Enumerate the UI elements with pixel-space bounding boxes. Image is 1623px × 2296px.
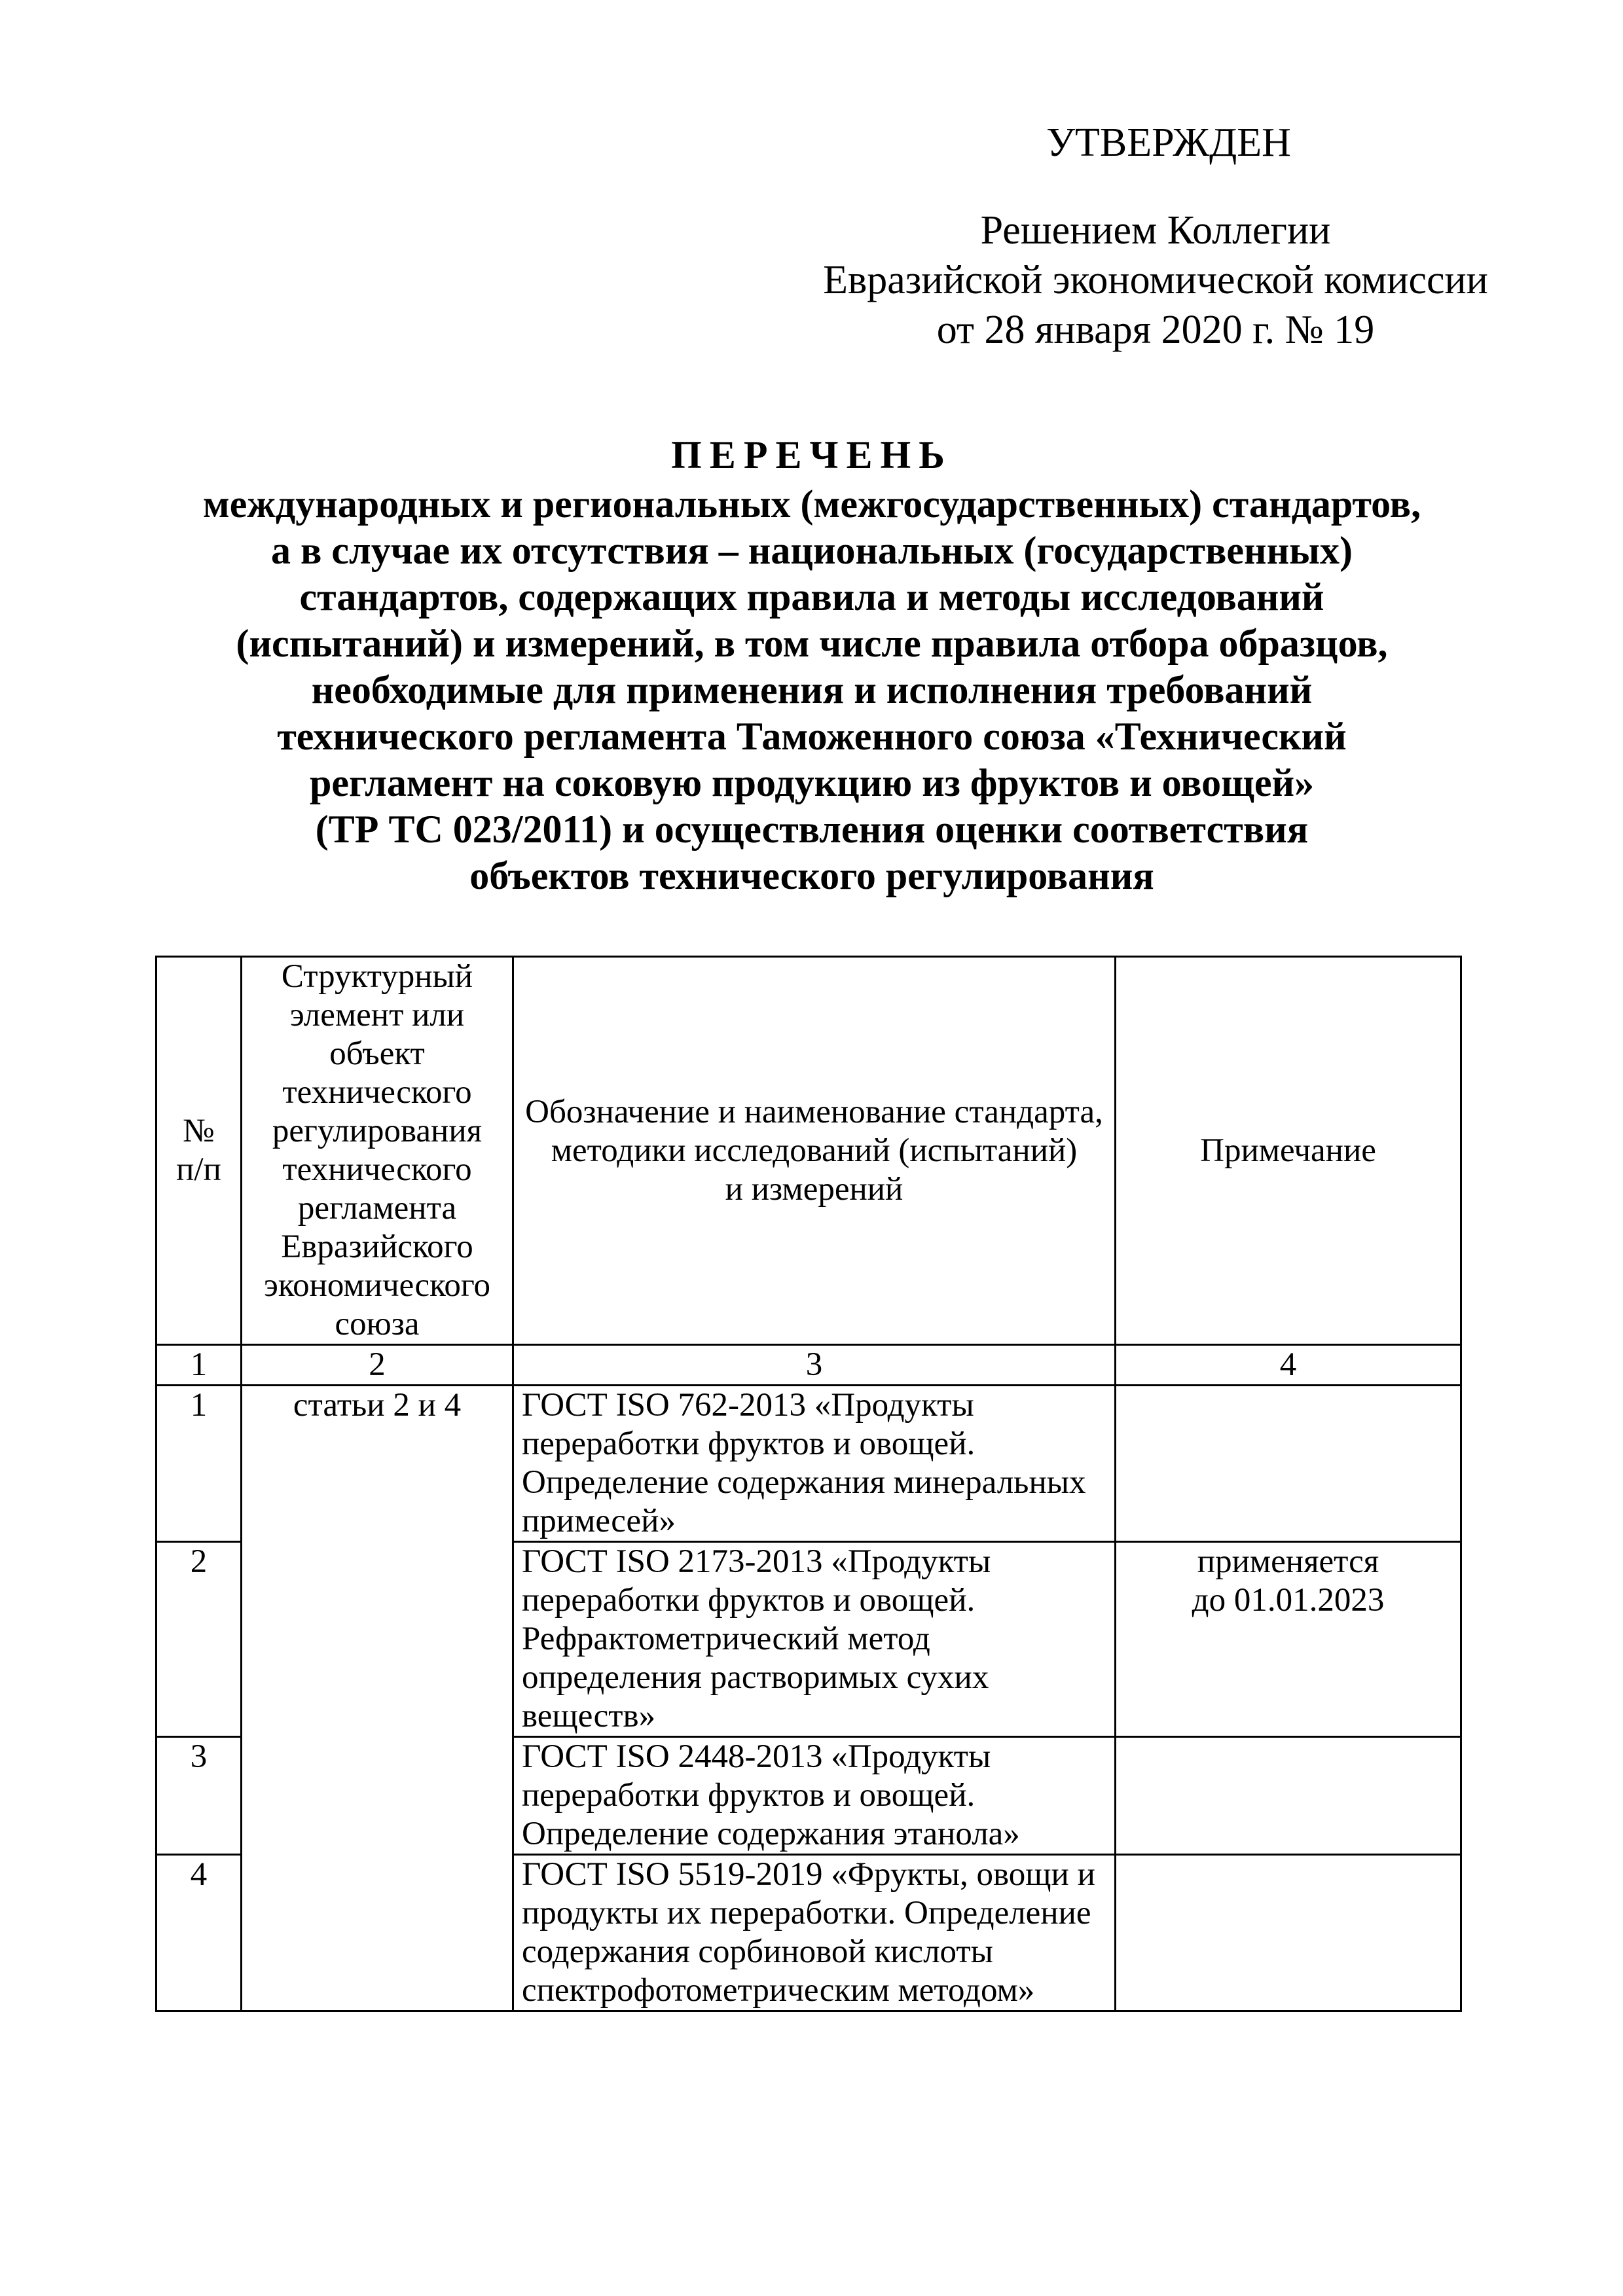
heading-line: стандартов, содержащих правила и методы исследований — [299, 575, 1324, 619]
header-standard-line: Обозначение и наименование стандарта, — [525, 1093, 1103, 1130]
row-number: 1 — [156, 1386, 242, 1542]
approval-title: УТВЕРЖДЕН — [1046, 120, 1291, 165]
standard-line: переработки фруктов и овощей. — [522, 1777, 976, 1814]
column-number: 2 — [242, 1345, 513, 1386]
approval-line: Евразийской экономической комиссии — [823, 258, 1488, 302]
row-number: 3 — [156, 1737, 242, 1855]
row-standard — [513, 1542, 1116, 1737]
row-note — [1116, 1855, 1461, 2011]
row-standard — [513, 1386, 1116, 1542]
standard-line: продукты их переработки. Определение — [522, 1895, 1091, 1931]
header-element-line: союза — [335, 1306, 420, 1342]
header-element-line: Структурный — [281, 958, 473, 995]
header-element-line: регламента — [297, 1190, 457, 1227]
header-element — [242, 957, 513, 1345]
note-line: применяется — [1197, 1543, 1379, 1580]
table-row — [156, 1386, 1461, 1542]
standard-line: Определение содержания минеральных — [522, 1464, 1086, 1501]
table-header-row — [156, 957, 1461, 1345]
heading-line: необходимые для применения и исполнения требований — [311, 668, 1313, 711]
approval-block — [779, 118, 1532, 355]
header-element-line: объект — [329, 1035, 425, 1072]
header-element-line: элемент или — [289, 997, 465, 1033]
standard-line: ГОСТ ISO 5519-2019 «Фрукты, овощи и — [522, 1856, 1095, 1893]
heading-line: объектов технического регулирования — [469, 854, 1154, 897]
column-number: 1 — [156, 1345, 242, 1386]
standard-line: переработки фруктов и овощей. — [522, 1426, 976, 1462]
column-number: 4 — [1116, 1345, 1461, 1386]
header-element-line: технического — [282, 1151, 472, 1188]
heading-line: а в случае их отсутствия – национальных (государственных) — [271, 529, 1353, 572]
standard-line: ГОСТ ISO 762-2013 «Продукты — [522, 1387, 974, 1424]
column-number-row — [156, 1345, 1461, 1386]
approval-line: Решением Коллегии — [980, 208, 1331, 253]
header-num — [156, 957, 242, 1345]
row-note — [1116, 1542, 1461, 1737]
standards-table — [155, 956, 1462, 2012]
standard-line: ГОСТ ISO 2173-2013 «Продукты — [522, 1543, 991, 1580]
heading-line: регламент на соковую продукцию из фруктов и овощей» — [309, 761, 1315, 804]
header-standard-line: методики исследований (испытаний) — [551, 1132, 1078, 1169]
row-element: статьи 2 и 4 — [242, 1386, 513, 2011]
row-note — [1116, 1737, 1461, 1855]
header-standard-line: и измерений — [725, 1170, 903, 1208]
heading-line: (ТР ТС 023/2011) и осуществления оценки соответствия — [315, 808, 1309, 851]
header-element-line: технического — [282, 1074, 472, 1111]
standard-line: определения растворимых сухих — [522, 1659, 989, 1696]
row-number: 2 — [156, 1542, 242, 1737]
standard-line: содержания сорбиновой кислоты — [522, 1933, 993, 1970]
header-element-line: экономического — [264, 1267, 490, 1304]
standard-line: примесей» — [522, 1503, 676, 1539]
column-number: 3 — [513, 1345, 1116, 1386]
heading-line: технического регламента Таможенного союза «Технический — [277, 715, 1347, 758]
row-standard — [513, 1855, 1116, 2011]
header-note: Примечание — [1116, 957, 1461, 1345]
standard-line: спектрофотометрическим методом» — [522, 1972, 1035, 2009]
document-title: ПЕРЕЧЕНЬ — [671, 433, 953, 476]
note-line: до 01.01.2023 — [1192, 1582, 1385, 1619]
row-standard — [513, 1737, 1116, 1855]
standard-line: переработки фруктов и овощей. — [522, 1582, 976, 1619]
header-element-line: регулирования — [272, 1113, 483, 1149]
standard-line: веществ» — [522, 1698, 656, 1734]
header-standard — [513, 957, 1116, 1345]
heading-line: (испытаний) и измерений, в том числе правила отбора образцов, — [236, 622, 1388, 665]
standard-line: Рефрактометрический метод — [522, 1621, 930, 1657]
row-note — [1116, 1386, 1461, 1542]
standard-line: ГОСТ ISO 2448-2013 «Продукты — [522, 1738, 991, 1775]
approval-line: от 28 января 2020 г. № 19 — [936, 308, 1375, 352]
header-num-line: № — [183, 1113, 215, 1149]
header-element-line: Евразийского — [281, 1229, 473, 1265]
heading-line: международных и региональных (межгосударственных) стандартов, — [202, 482, 1421, 526]
document-heading — [131, 432, 1493, 899]
header-num-line: п/п — [176, 1151, 221, 1188]
standard-line: Определение содержания этанола» — [522, 1816, 1020, 1852]
row-number: 4 — [156, 1855, 242, 2011]
